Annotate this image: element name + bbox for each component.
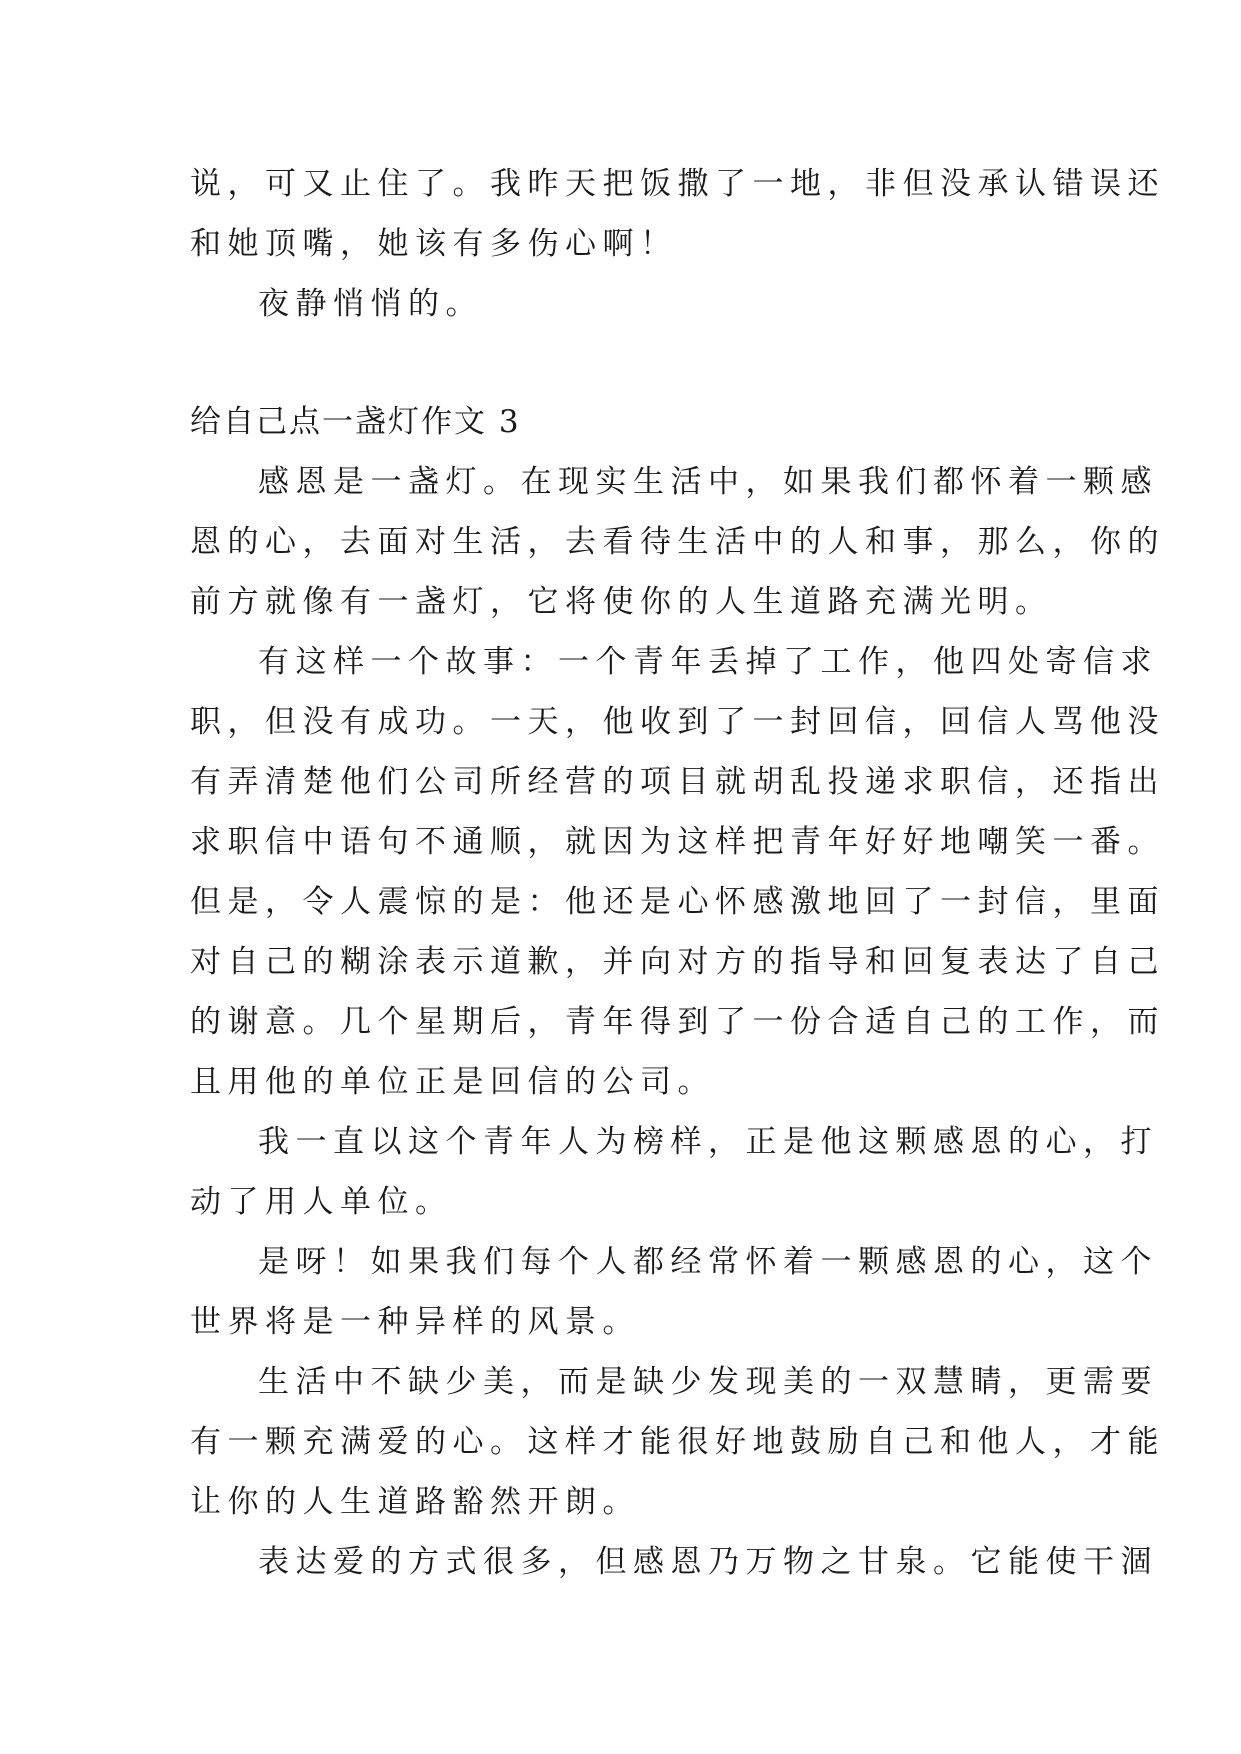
paragraph-line: 动了用人单位。 (190, 1184, 453, 1220)
paragraph-line: 有一颗充满爱的心。这样才能很好地鼓励自己和他人，才能 (190, 1424, 1165, 1460)
paragraph-line: 前方就像有一盏灯，它将使你的人生道路充满光明。 (190, 584, 1053, 620)
paragraph-line: 和她顶嘴，她该有多伤心啊！ (190, 226, 678, 262)
paragraph-line: 表达爱的方式很多，但感恩乃万物之甘泉。它能使干涸 (258, 1544, 1158, 1580)
paragraph-line: 有这样一个故事：一个青年丢掉了工作，他四处寄信求 (258, 644, 1158, 680)
paragraph-line: 但是，令人震惊的是：他还是心怀感激地回了一封信，里面 (190, 884, 1165, 920)
paragraph-line: 世界将是一种异样的风景。 (190, 1304, 640, 1340)
paragraph-line: 让你的人生道路豁然开朗。 (190, 1484, 640, 1520)
paragraph-line: 我一直以这个青年人为榜样，正是他这颗感恩的心，打 (258, 1124, 1158, 1160)
paragraph-line: 且用他的单位正是回信的公司。 (190, 1064, 715, 1100)
paragraph-line: 的谢意。几个星期后，青年得到了一份合适自己的工作，而 (190, 1004, 1165, 1040)
paragraph-line: 求职信中语句不通顺，就因为这样把青年好好地嘲笑一番。 (190, 824, 1165, 860)
section-heading: 给自己点一盏灯作文 3 (190, 404, 521, 440)
paragraph-line: 夜静悄悄的。 (258, 286, 483, 322)
paragraph-line: 是呀！如果我们每个人都经常怀着一颗感恩的心，这个 (258, 1244, 1158, 1280)
paragraph-line: 生活中不缺少美，而是缺少发现美的一双慧睛，更需要 (258, 1364, 1158, 1400)
paragraph-line: 感恩是一盏灯。在现实生活中，如果我们都怀着一颗感 (258, 464, 1158, 500)
paragraph-line: 对自己的糊涂表示道歉，并向对方的指导和回复表达了自己 (190, 944, 1165, 980)
paragraph-line: 说，可又止住了。我昨天把饭撒了一地，非但没承认错误还 (190, 166, 1165, 202)
paragraph-line: 有弄清楚他们公司所经营的项目就胡乱投递求职信，还指出 (190, 764, 1165, 800)
paragraph-line: 职，但没有成功。一天，他收到了一封回信，回信人骂他没 (190, 704, 1165, 740)
paragraph-line: 恩的心，去面对生活，去看待生活中的人和事，那么，你的 (190, 524, 1165, 560)
